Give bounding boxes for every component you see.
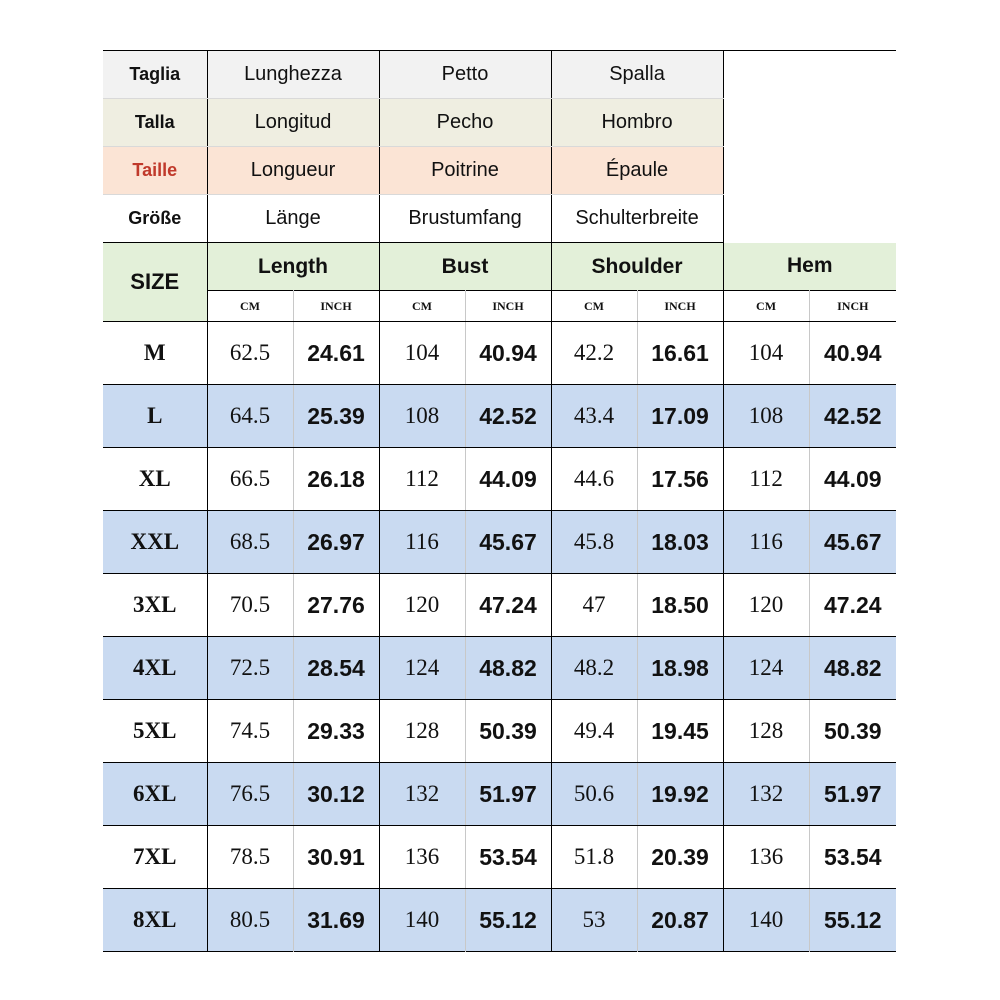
language-bust-label: Poitrine — [379, 147, 551, 195]
hem-column-header: Hem — [723, 243, 896, 291]
length-inch-value: 31.69 — [293, 889, 379, 952]
size-value: 4XL — [103, 637, 207, 700]
language-shoulder-label: Spalla — [551, 51, 723, 99]
size-value: L — [103, 385, 207, 448]
hem-inch-value: 53.54 — [809, 826, 896, 889]
table-row — [103, 763, 896, 826]
hem-cm-value: 140 — [723, 889, 809, 952]
shoulder-inch-value: 20.39 — [637, 826, 723, 889]
hem-inch-value: 50.39 — [809, 700, 896, 763]
language-length-label: Longitud — [207, 99, 379, 147]
length-column-header: Length — [207, 243, 379, 291]
hem-cm-value: 124 — [723, 637, 809, 700]
shoulder-cm-value: 53 — [551, 889, 637, 952]
length-cm-value: 70.5 — [207, 574, 293, 637]
language-size-label: Talla — [103, 99, 207, 147]
bust-column-header: Bust — [379, 243, 551, 291]
length-inch-value: 26.18 — [293, 448, 379, 511]
bust-cm-value: 132 — [379, 763, 465, 826]
size-value: 3XL — [103, 574, 207, 637]
language-size-label: Taille — [103, 147, 207, 195]
language-bust-label: Brustumfang — [379, 195, 551, 243]
hem-cm-value: 132 — [723, 763, 809, 826]
hem-cm-value: 104 — [723, 322, 809, 385]
shoulder-cm-value: 49.4 — [551, 700, 637, 763]
hem-inch-value: 48.82 — [809, 637, 896, 700]
size-value: 6XL — [103, 763, 207, 826]
language-length-label: Longueur — [207, 147, 379, 195]
hem-cm-value: 116 — [723, 511, 809, 574]
bust-cm-value: 108 — [379, 385, 465, 448]
shoulder-cm-value: 47 — [551, 574, 637, 637]
size-value: XL — [103, 448, 207, 511]
length-inch-unit: INCH — [293, 291, 379, 322]
hem-cm-value: 128 — [723, 700, 809, 763]
hem-cm-unit: CM — [723, 291, 809, 322]
shoulder-cm-value: 48.2 — [551, 637, 637, 700]
shoulder-cm-unit: CM — [551, 291, 637, 322]
shoulder-inch-value: 17.56 — [637, 448, 723, 511]
length-inch-value: 29.33 — [293, 700, 379, 763]
length-inch-value: 28.54 — [293, 637, 379, 700]
language-bust-label: Pecho — [379, 99, 551, 147]
size-value: M — [103, 322, 207, 385]
hem-cm-value: 108 — [723, 385, 809, 448]
length-inch-value: 30.12 — [293, 763, 379, 826]
blank-header-area — [723, 51, 896, 243]
shoulder-inch-unit: INCH — [637, 291, 723, 322]
table-row — [103, 448, 896, 511]
language-shoulder-label: Épaule — [551, 147, 723, 195]
size-value: XXL — [103, 511, 207, 574]
size-chart-table — [103, 50, 896, 952]
shoulder-cm-value: 42.2 — [551, 322, 637, 385]
hem-inch-value: 55.12 — [809, 889, 896, 952]
language-size-label: Größe — [103, 195, 207, 243]
hem-inch-unit: INCH — [809, 291, 896, 322]
table-row — [103, 574, 896, 637]
length-cm-value: 78.5 — [207, 826, 293, 889]
length-cm-value: 68.5 — [207, 511, 293, 574]
hem-cm-value: 120 — [723, 574, 809, 637]
hem-inch-value: 44.09 — [809, 448, 896, 511]
shoulder-inch-value: 19.92 — [637, 763, 723, 826]
language-length-label: Länge — [207, 195, 379, 243]
bust-inch-value: 42.52 — [465, 385, 551, 448]
shoulder-column-header: Shoulder — [551, 243, 723, 291]
hem-inch-value: 40.94 — [809, 322, 896, 385]
length-cm-unit: CM — [207, 291, 293, 322]
shoulder-inch-value: 18.98 — [637, 637, 723, 700]
shoulder-inch-value: 17.09 — [637, 385, 723, 448]
length-inch-value: 30.91 — [293, 826, 379, 889]
hem-cm-value: 136 — [723, 826, 809, 889]
language-shoulder-label: Schulterbreite — [551, 195, 723, 243]
measurement-header-section — [103, 243, 896, 322]
bust-cm-value: 112 — [379, 448, 465, 511]
hem-cm-value: 112 — [723, 448, 809, 511]
length-cm-value: 66.5 — [207, 448, 293, 511]
shoulder-cm-value: 43.4 — [551, 385, 637, 448]
bust-inch-value: 51.97 — [465, 763, 551, 826]
bust-inch-value: 45.67 — [465, 511, 551, 574]
shoulder-inch-value: 18.50 — [637, 574, 723, 637]
hem-inch-value: 51.97 — [809, 763, 896, 826]
shoulder-inch-value: 19.45 — [637, 700, 723, 763]
shoulder-cm-value: 51.8 — [551, 826, 637, 889]
bust-inch-value: 50.39 — [465, 700, 551, 763]
table-row — [103, 826, 896, 889]
measurement-header-row — [103, 243, 896, 291]
bust-cm-value: 124 — [379, 637, 465, 700]
bust-inch-value: 47.24 — [465, 574, 551, 637]
bust-cm-unit: CM — [379, 291, 465, 322]
size-value: 8XL — [103, 889, 207, 952]
bust-cm-value: 128 — [379, 700, 465, 763]
bust-inch-unit: INCH — [465, 291, 551, 322]
bust-inch-value: 53.54 — [465, 826, 551, 889]
shoulder-cm-value: 45.8 — [551, 511, 637, 574]
table-row — [103, 637, 896, 700]
bust-inch-value: 48.82 — [465, 637, 551, 700]
hem-inch-value: 47.24 — [809, 574, 896, 637]
hem-inch-value: 42.52 — [809, 385, 896, 448]
length-inch-value: 26.97 — [293, 511, 379, 574]
language-bust-label: Petto — [379, 51, 551, 99]
length-inch-value: 25.39 — [293, 385, 379, 448]
bust-cm-value: 136 — [379, 826, 465, 889]
shoulder-cm-value: 44.6 — [551, 448, 637, 511]
bust-inch-value: 55.12 — [465, 889, 551, 952]
bust-cm-value: 140 — [379, 889, 465, 952]
hem-inch-value: 45.67 — [809, 511, 896, 574]
table-row — [103, 889, 896, 952]
length-cm-value: 74.5 — [207, 700, 293, 763]
language-row — [103, 51, 896, 99]
unit-header-row — [103, 291, 896, 322]
length-cm-value: 80.5 — [207, 889, 293, 952]
shoulder-inch-value: 16.61 — [637, 322, 723, 385]
bust-cm-value: 120 — [379, 574, 465, 637]
length-cm-value: 62.5 — [207, 322, 293, 385]
bust-inch-value: 40.94 — [465, 322, 551, 385]
language-header-section — [103, 51, 896, 243]
shoulder-inch-value: 20.87 — [637, 889, 723, 952]
bust-cm-value: 116 — [379, 511, 465, 574]
language-shoulder-label: Hombro — [551, 99, 723, 147]
shoulder-cm-value: 50.6 — [551, 763, 637, 826]
table-row — [103, 322, 896, 385]
length-inch-value: 27.76 — [293, 574, 379, 637]
bust-cm-value: 104 — [379, 322, 465, 385]
bust-inch-value: 44.09 — [465, 448, 551, 511]
shoulder-inch-value: 18.03 — [637, 511, 723, 574]
length-cm-value: 76.5 — [207, 763, 293, 826]
language-length-label: Lunghezza — [207, 51, 379, 99]
size-data-section — [103, 322, 896, 952]
size-column-header: SIZE — [103, 243, 207, 322]
table-row — [103, 385, 896, 448]
length-inch-value: 24.61 — [293, 322, 379, 385]
language-size-label: Taglia — [103, 51, 207, 99]
length-cm-value: 72.5 — [207, 637, 293, 700]
table-row — [103, 511, 896, 574]
table-row — [103, 700, 896, 763]
size-value: 7XL — [103, 826, 207, 889]
size-value: 5XL — [103, 700, 207, 763]
length-cm-value: 64.5 — [207, 385, 293, 448]
